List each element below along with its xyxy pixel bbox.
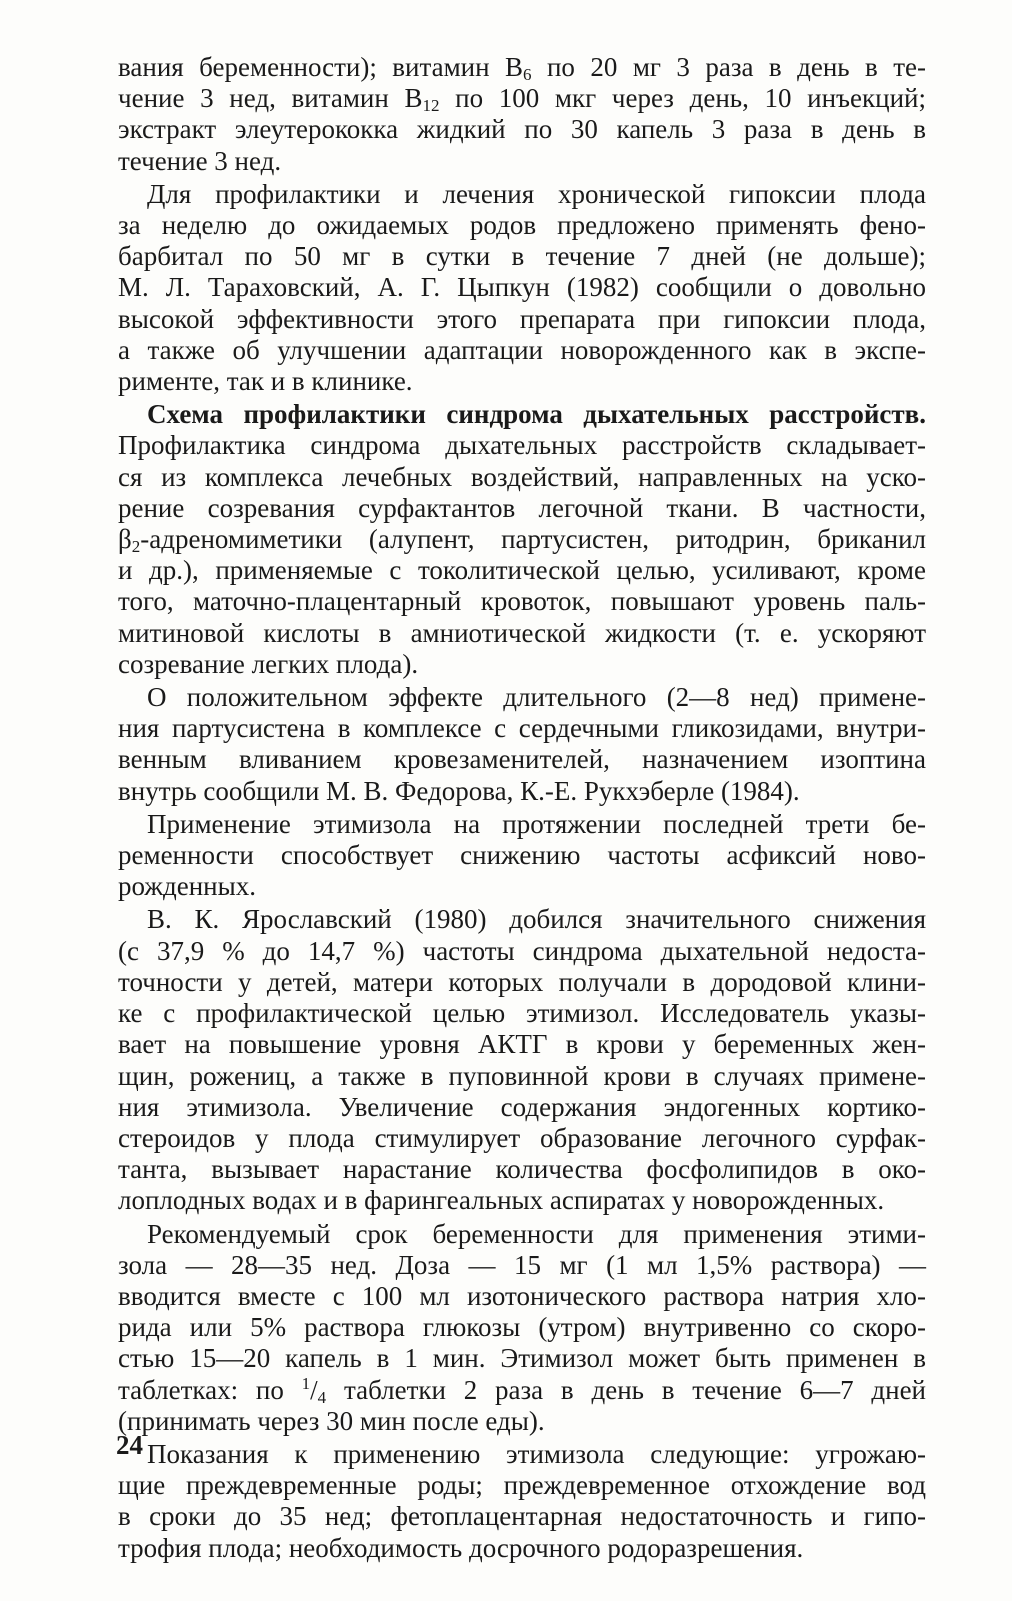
text-run: В. К. Ярославский (1980) добился значительного снижения	[147, 904, 926, 935]
text-run: ния этимизола. Увеличение содержания эндогенных кортико-	[118, 1091, 926, 1122]
text-run: за неделю до ожидаемых родов предложено применять фено-	[118, 210, 926, 241]
text-run: высокой эффективности этого препарата при гипоксии плода,	[118, 303, 926, 334]
text-run: а также об улучшении адаптации новорожденного как в экспе-	[118, 334, 926, 365]
text-line	[118, 335, 926, 366]
text-line	[118, 998, 926, 1029]
paragraph	[118, 1219, 926, 1437]
text-line	[118, 776, 926, 807]
text-run: барбитал по 50 мг в сутки в течение 7 дней (не дольше);	[118, 241, 926, 272]
text-line	[118, 1123, 926, 1154]
text-line	[118, 210, 926, 241]
text-line	[118, 1061, 926, 1092]
paragraph	[118, 399, 926, 680]
text-line	[118, 179, 926, 210]
text-line	[118, 618, 926, 649]
text-line	[118, 840, 926, 871]
text-run: вания беременности); витамин B	[118, 52, 524, 82]
text-run: Рекомендуемый срок беременности для применения этими-	[147, 1218, 926, 1249]
page-number: 24	[116, 1430, 143, 1460]
text-run: таблетках: по	[118, 1374, 302, 1405]
text-run: чение 3 нед, витамин B	[118, 83, 423, 114]
text-run: точности у детей, матери которых получали в дородовой клини-	[118, 966, 926, 997]
text-run: стью 15—20 капель в 1 мин. Этимизол может быть применен в	[118, 1343, 926, 1374]
text-run: -адреномиметики (алупент, партусистен, ритодрин, бриканил	[140, 524, 926, 555]
text-run: зола — 28—35 нед. Доза — 15 мг (1 мл 1,5% раствора) —	[118, 1249, 926, 1280]
text-line	[118, 1092, 926, 1123]
text-line	[118, 586, 926, 617]
text-line	[118, 682, 926, 713]
paragraph	[118, 809, 926, 903]
text-line	[118, 713, 926, 744]
text-line	[118, 1533, 926, 1564]
text-line	[118, 114, 926, 145]
subscript: 2	[131, 537, 141, 557]
text-line	[118, 1375, 926, 1406]
text-line	[118, 1219, 926, 1250]
text-run: лоплодных водах и в фарингеальных аспиратах у новорожденных.	[118, 1185, 885, 1216]
text-line	[118, 1439, 926, 1470]
text-run: (принимать через 30 мин после еды).	[118, 1405, 545, 1436]
text-run: таблетки 2 раза в день в течение 6—7 дней	[326, 1374, 927, 1405]
text-line	[118, 524, 926, 555]
text-line	[118, 1501, 926, 1532]
subscript: 6	[523, 65, 532, 84]
superscript: 1	[301, 1373, 311, 1393]
text-run: созревание легких плода).	[118, 648, 419, 679]
text-run: М. Л. Тараховский, А. Г. Цыпкун (1982) сообщили о довольно	[118, 272, 926, 303]
text-run: внутрь сообщили М. В. Федорова, К.-Е. Рукхэберле (1984).	[118, 775, 800, 806]
text-line	[118, 366, 926, 397]
text-run: β	[118, 524, 132, 555]
text-line	[118, 1343, 926, 1374]
text-run: трофия плода; необходимость досрочного родоразрешения.	[118, 1532, 804, 1563]
subscript: 4	[317, 1387, 327, 1407]
paragraph	[118, 1439, 926, 1564]
text-run: ния партусистена в комплексе с сердечными гликозидами, внутри-	[118, 713, 926, 744]
section-heading: Схема профилактики синдрома дыхательных расстройств.	[147, 399, 926, 430]
text-run: щие преждевременные роды; преждевременное отхождение вод	[118, 1470, 926, 1501]
paragraph	[118, 682, 926, 807]
text-line	[118, 146, 926, 177]
text-line	[118, 1312, 926, 1343]
subscript: 12	[422, 96, 440, 116]
text-run: Профилактика синдрома дыхательных расстройств складывает-	[118, 430, 926, 461]
text-line	[118, 936, 926, 967]
text-run: вает на повышение уровня АКТГ в крови у беременных жен-	[118, 1029, 926, 1060]
text-line	[118, 1185, 926, 1216]
text-run: Показания к применению этимизола следующие: угрожаю-	[147, 1438, 926, 1469]
text-line	[118, 1154, 926, 1185]
text-run: танта, вызывает нарастание количества фосфолипидов в око-	[118, 1154, 926, 1185]
paragraph	[118, 904, 926, 1216]
text-line	[118, 83, 926, 114]
text-line	[118, 967, 926, 998]
text-line	[118, 462, 926, 493]
text-run: Для профилактики и лечения хронической гипоксии плода	[147, 178, 926, 209]
text-run: ременности способствует снижению частоты асфиксий ново-	[118, 840, 926, 871]
text-line	[118, 272, 926, 303]
text-run: по 100 мкг через день, 10 инъекций;	[439, 83, 926, 114]
text-run: того, маточно-плацентарный кровоток, повышают уровень паль-	[118, 586, 926, 617]
text-line	[118, 1281, 926, 1312]
text-run: рида или 5% раствора глюкозы (утром) внутривенно со скоро-	[118, 1312, 926, 1343]
text-line	[118, 904, 926, 935]
text-run: и др.), применяемые с токолитической целью, усиливают, кроме	[118, 555, 926, 586]
text-run: вводится вместе с 100 мл изотонического раствора натрия хло-	[118, 1280, 926, 1311]
text-line	[118, 399, 926, 430]
text-run: /	[310, 1374, 318, 1405]
text-run: рименте, так и в клинике.	[118, 366, 413, 397]
text-run: Применение этимизола на протяжении последней трети бе-	[147, 808, 926, 839]
text-run: рение созревания сурфактантов легочной ткани. В частности,	[118, 492, 926, 523]
text-line	[118, 809, 926, 840]
text-run: по 20 мг 3 раза в день в те-	[531, 52, 927, 82]
text-run: ся из комплекса лечебных воздействий, направленных на уско-	[118, 461, 926, 492]
text-run: течение 3 нед.	[118, 145, 282, 176]
text-line	[118, 1029, 926, 1060]
text-run: ке с профилактической целью этимизол. Исследователь указы-	[118, 998, 926, 1029]
paragraph	[118, 179, 926, 397]
text-run: митиновой кислоты в амниотической жидкости (т. е. ускоряют	[118, 617, 926, 648]
text-line	[118, 52, 926, 83]
text-line	[118, 1406, 926, 1437]
text-line	[118, 1250, 926, 1281]
text-run: стероидов у плода стимулирует образование легочного сурфак-	[118, 1122, 926, 1153]
text-run: О положительном эффекте длительного (2—8 нед) примене-	[147, 682, 926, 713]
text-run: венным вливанием кровезаменителей, назначением изоптина	[118, 744, 926, 775]
text-line	[118, 493, 926, 524]
text-line	[118, 871, 926, 902]
text-line	[118, 304, 926, 335]
text-run: рожденных.	[118, 871, 256, 902]
body-text	[118, 52, 926, 1566]
paragraph	[118, 52, 926, 177]
text-run: экстракт элеутерококка жидкий по 30 капель 3 раза в день в	[118, 114, 926, 145]
text-line	[118, 241, 926, 272]
text-line	[118, 744, 926, 775]
text-line	[118, 555, 926, 586]
text-run: (с 37,9 % до 14,7 %) частоты синдрома дыхательной недоста-	[118, 935, 926, 966]
text-run: щин, рожениц, а также в пуповинной крови в случаях примене-	[118, 1060, 926, 1091]
text-line	[118, 1470, 926, 1501]
text-run: в сроки до 35 нед; фетоплацентарная недостаточность и гипо-	[118, 1501, 926, 1532]
text-line	[118, 430, 926, 461]
text-line	[118, 649, 926, 680]
